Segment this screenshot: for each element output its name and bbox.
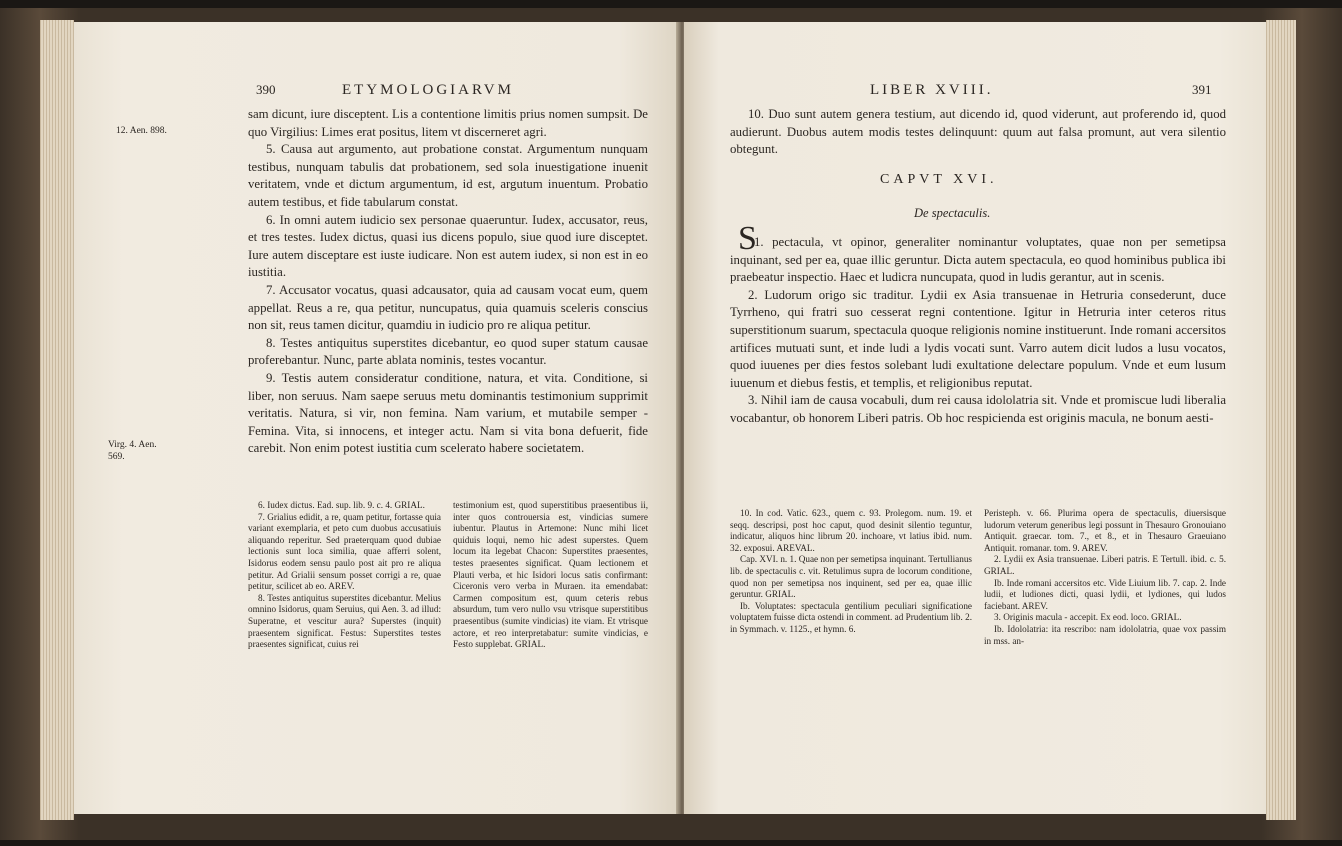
running-head: LIBER XVIII. <box>870 82 994 98</box>
margin-note: 12. Aen. 898. <box>116 126 167 136</box>
paragraph: 8. Testes antiquitus superstites dicebantur, eo quod super statum causae proferebantur. Nunc, parte ablata nominis, testes vocantur. <box>248 335 648 368</box>
footnote-column-2 <box>453 500 648 651</box>
running-head: ETYMOLOGIARVM <box>342 82 514 98</box>
paragraph: 9. Testis autem consideratur conditione, natura, et vita. Conditione, si liber, non seruus. Nam saepe seruus metu dominantis testimonium supprimit veritatis. Natura, si vir, non femina. Nam varium, et mutabile semper - Femina. Vita, si innocens, et integer actu. Nam si vita bona defuerit, fide carebit. Non enim potest iustitia cum scelerato habere societatem. <box>248 370 648 456</box>
footnote: 10. In cod. Vatic. 623., quem c. 93. Prolegom. num. 19. et seqq. descripsi, post hoc caput, quod desinit silentio teguntur, indicatur, aliquos hinc librum 20. inchoare, vt latius ibid. num. 32. exposui. AREVAL. <box>730 508 972 553</box>
footnote: Ib. Idololatria: ita rescribo: nam idololatria, quae vox passim in mss. an- <box>984 623 1226 646</box>
footnotes <box>730 508 1226 808</box>
footnote: testimonium est, quod superstitibus praesentibus ii, inter quos controuersia est, vindicias sumere iubentur. Plautus in Artemone: Nunc mihi licet quiduis loqui, nemo hic adest superstes. Quem locum ita legebat Chacon: Superstites praesentes, testes praesentes significat. Quam lectionem et Plauti verba, et hic Isidori locus satis confirmant: Ciceronis vero verba in Muraen. ita emendabat: Carmen compositum est, quum ceteris rebus absurdum, tum vero nullo vsu vtrisque superstitibus praesentibus (sumite vindicias) ite viam. Et vtrisque actore, et reo interpretabatur: sumite vindicias, e Festo supplebat. GRIAL. <box>453 500 648 650</box>
footnote: 3. Originis macula - accepit. Ex eod. loco. GRIAL. <box>994 612 1182 623</box>
footnote: Ib. Inde romani accersitos etc. Vide Liuium lib. 7. cap. 2. Inde ludii, et ludiones dicti, quasi lydii, et lydiones, qui ludos faciebant. AREV. <box>984 577 1226 611</box>
page-edges-right <box>1266 20 1296 820</box>
footnote-column-2 <box>984 508 1226 647</box>
page-number: 391 <box>1192 82 1212 97</box>
paragraph: 3. Nihil iam de causa vocabuli, dum rei causa idololatria sit. Vnde et promiscue ludi liberalia vocabantur, ob honorem Liberi patris. Ob hoc respicienda est originis macula, ne bonum aesti- <box>730 393 1226 425</box>
main-text <box>248 106 648 458</box>
paragraph: 10. Duo sunt autem genera testium, aut dicendo id, quod viderunt, aut proferendo id, quod audierunt. Duobus autem modis testes delinquunt: quum aut falsa promunt, aut vera silentio obtegunt. <box>730 107 1226 157</box>
page-number: 390 <box>256 82 276 97</box>
paragraph: 6. In omni autem iudicio sex personae quaeruntur. Iudex, accusator, reus, et tres testes. Iudex dictus, quasi ius dicens populo, siue quod iure disceptet. Iure autem disceptare est iuste iudicare. Non est autem iudex, si non est in eo iustitia. <box>248 212 648 280</box>
footnote-column-1 <box>248 500 441 651</box>
paragraph: 1. pectacula, vt opinor, generaliter nominantur voluptates, quae non per semetipsa inquinant, sed per ea, quae illic geruntur. Dicta autem spectacula, eo quod hominibus publica ibi praebeatur inspectio. Haec et ludicra nuncupata, quod in ludis gerantur, aut in scenis. <box>730 235 1226 285</box>
paragraph: 2. Ludorum origo sic traditur. Lydii ex Asia transuenae in Hetruria consederunt, duce Tyrrheno, qui fratri suo cesserat regni contentione. Igitur in Hetruria inter ceteros ritus superstitionum suarum, spectacula quoque religionis nomine instituerunt. Inde romani accersitos artifices mutuati sunt, et inde ludi a lydis vocati sunt. Varro autem dicit ludos a lusu vocatos, quod iuuenes per dies festos solebant ludi exultatione delectare populum. Vnde et eum lusum iuuenum et diebus festis, et templis, et religionibus reputat. <box>730 287 1226 390</box>
footnote-column-1 <box>730 508 972 636</box>
paragraph: sam dicunt, iure disceptent. Lis a contentione limitis prius nomen sumpsit. De quo Virgilius: Limes erat positus, litem vt discerneret agri. <box>248 107 648 139</box>
margin-note: Virg. 4. Aen. <box>108 440 157 450</box>
paragraph: 5. Causa aut argumento, aut probatione constat. Argumentum nunquam testibus, nunquam tabulis dat probationem, sed sola inuestigatione inuenit veritatem, vnde et dictum argumentum, id est, argutum inuentum. Probatio autem testibus, et fide tabularum constat. <box>248 142 648 209</box>
margin-note: 569. <box>108 452 125 462</box>
footnote: 7. Grialius edidit, a re, quam petitur, fortasse quia variant exemplaria, et peto cum duobus accusatiuis aliquando reperitur. Sed praeterquam quod dubiae lectionis sunt loca similia, quae afferri solent, Isidorus eodem sensu paulo post ait pro re aliqua petitur. Ad Grialii sensum posset corrigi a re, quae petitur, scilicet ab eo. AREV. <box>248 511 441 592</box>
main-text <box>730 234 1226 428</box>
footnote: Peristeph. v. 66. Plurima opera de spectaculis, diuersisque ludorum veterum generibus legi possunt in Thesauro Gronouiano Antiquit. graecar. tom. 7., et 8., et in Thesauro Graeuiano Antiquit. romanar. tom. 9. AREV. <box>984 508 1226 553</box>
chapter-heading: CAPVT XVI. <box>880 172 998 187</box>
left-page <box>74 22 680 814</box>
footnote: Ib. Voluptates: spectacula gentilium peculiari significatione voluptatem fuisse dicta ostendi in comment. ad Prudentium lib. 2. in Symmach. v. 1125., et hymn. 6. <box>730 600 972 634</box>
paragraph: 7. Accusator vocatus, quasi adcausator, quia ad causam vocat eum, quem appellat. Reus a re, qua petitur, nuncupatus, quia quamuis sceleris conscius non sit, reus tamen dicitur, quamdiu in iudicio pro re aliqua petitur. <box>248 282 648 333</box>
footnote: 2. Lydii ex Asia transuenae. Liberi patris. E Tertull. ibid. c. 5. GRIAL. <box>984 554 1226 576</box>
intro-text <box>730 106 1226 159</box>
page-edges-left <box>40 20 74 820</box>
footnote: 6. Iudex dictus. Ead. sup. lib. 9. c. 4. GRIAL. <box>258 500 425 510</box>
right-page <box>684 22 1266 814</box>
drop-cap: S <box>738 220 757 257</box>
footnote: 8. Testes antiquitus superstites dicebantur. Melius omnino Isidorus, quam Seruius, qui Aen. 3. ad illud: Superatne, et vescitur aura? Superstes (inquit) praesentem significat. Festus: Superstites testes praesentes significat, cuius rei <box>248 592 441 650</box>
chapter-subtitle: De spectaculis. <box>914 206 991 220</box>
footnote: Cap. XVI. n. 1. Quae non per semetipsa inquinant. Tertullianus lib. de spectaculis c. vit. Retulimus supra de locorum conditione, quod non per semetipsa nos inquinent, sed per ea, quae illic geruntur. GRIAL. <box>730 554 972 600</box>
footnotes <box>248 500 648 800</box>
